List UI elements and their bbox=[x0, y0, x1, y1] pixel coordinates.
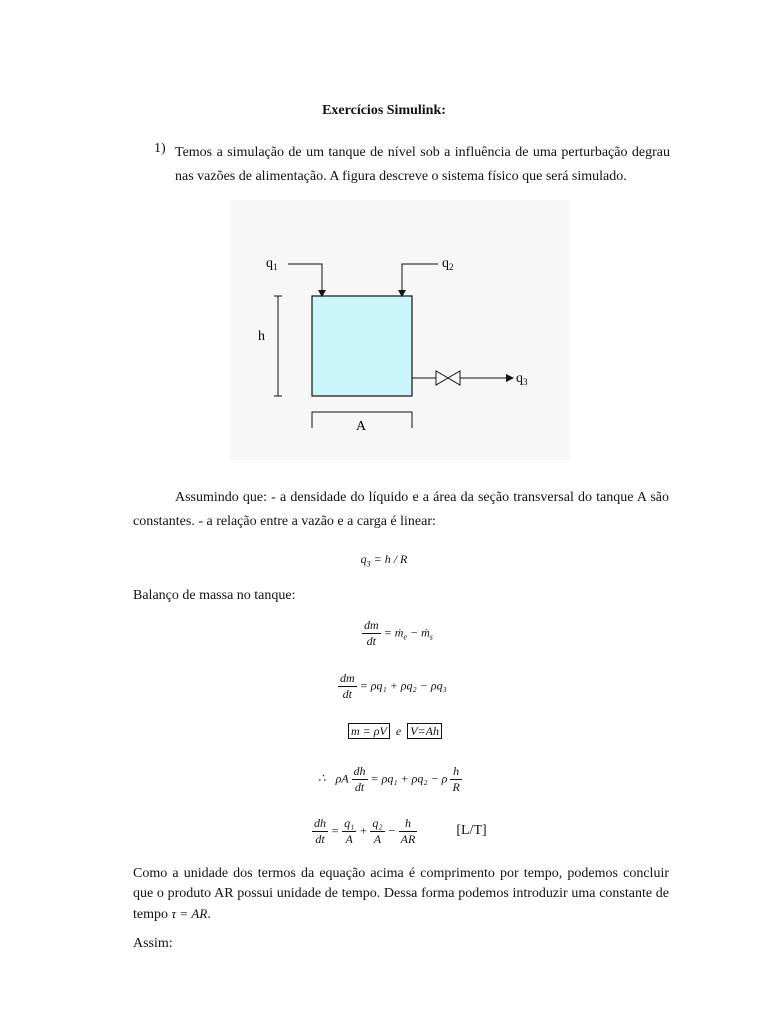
equation-3: m = ρV e V=Ah bbox=[348, 724, 442, 739]
equation-5: $\frac{dh}{dt}$ = $\frac{\text{q₁}}{A}$ + $\frac{\text{q₂}}{A}$ − $\frac{h}{AR}$ [L/T] bbox=[314, 816, 487, 846]
q1-label: $q_1$ bbox=[266, 256, 278, 272]
q3-label: $q_3$ bbox=[516, 371, 528, 387]
boxed-m-equation: m = ρV bbox=[348, 723, 390, 739]
equation-1: $\frac{dm}{dt}$ = ṁ$_e$ − ṁ$_s$ bbox=[364, 618, 433, 648]
tank bbox=[312, 296, 412, 396]
equation-q3: $q_3 = h / R$ bbox=[360, 552, 408, 569]
equation-2: $\frac{dm}{dt}$ = ρq₁ + ρq₂ − ρq₃ bbox=[340, 671, 447, 701]
tank-diagram bbox=[230, 200, 570, 460]
tau-equation: τ = AR bbox=[171, 906, 208, 921]
h-label: h bbox=[258, 329, 265, 344]
units-label: [L/T] bbox=[456, 823, 487, 839]
q2-label: $q_2$ bbox=[442, 256, 454, 272]
conclusion-paragraph: Como a unidade dos termos da equação acima é comprimento por tempo, podemos concluir que o produto AR possui unidade de tempo. Dessa forma podemos introduzir uma constante de tempo τ = AR. bbox=[133, 866, 669, 922]
mass-balance-label: Balanço de massa no tanque: bbox=[133, 588, 296, 603]
page-title: Exercícios Simulink: bbox=[322, 103, 446, 118]
item-text: Temos a simulação de um tanque de nível sob a influência de uma perturbação degrau nas vazões de alimentação. A figura descreve o sistema físico que será simulado. bbox=[175, 145, 670, 184]
boxed-v-equation: V=Ah bbox=[407, 723, 442, 739]
item-number: 1) bbox=[154, 141, 166, 156]
assumptions-paragraph: Assumindo que: - a densidade do líquido e a área da seção transversal do tanque A são constantes. - a relação entre a vazão e a carga é linear: bbox=[133, 490, 669, 529]
equation-4: ∴ ρA $\frac{dh}{dt}$ = ρq₁ + ρq₂ − ρ $\frac{h}{R}$ bbox=[318, 764, 460, 794]
closing-text: Assim: bbox=[133, 936, 173, 951]
a-label: A bbox=[356, 419, 367, 434]
